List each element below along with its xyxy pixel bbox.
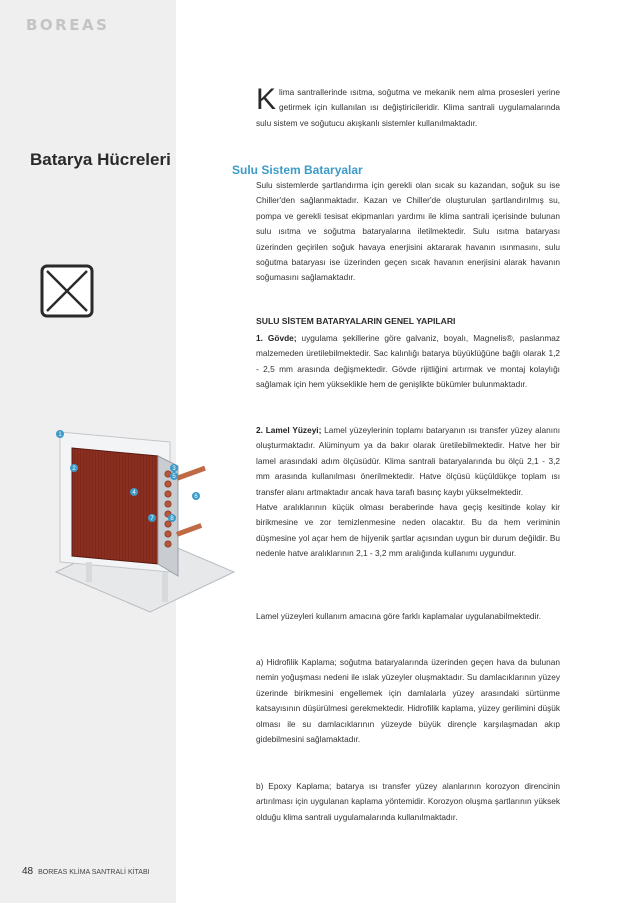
intro-paragraph (256, 85, 560, 131)
figure-label-4: 4 (132, 490, 136, 496)
coil-illustration (50, 422, 250, 622)
item-2-label: 2. Lamel Yüzeyi; (256, 425, 322, 435)
figure-label-2: 2 (72, 466, 76, 472)
figure-marker-7 (148, 514, 156, 522)
coating-a: a) Hidrofilik Kaplama; soğutma bataryalarında üzerinden geçen hava da bulunan nemin yoğuşması nedeni ile ıslak yüzeyler oluşmaktadır. Su damlacıklarının yüzey üzerinde birikmesini engellemek için damlalarla yüzey arasındaki sürtünme katsayısının düşürülmesi gerekmektedir. Hidrofilik kaplama, yüzey gerilimini düşük olması ile su damlacıklarının yüzeyde büyük dirençle karşılaşmadan akıp gidebilmesini sağlamaktadır. (256, 657, 560, 745)
figure-marker-6 (192, 492, 200, 500)
figure-marker-3 (170, 464, 178, 472)
page-number: 48 (22, 866, 34, 877)
figure-label-1: 1 (58, 432, 62, 438)
side-title: Batarya Hücreleri (30, 150, 171, 169)
item-2-paragraph (256, 423, 560, 562)
lamel-intro: Lamel yüzeyleri kullanım amacına göre farklı kaplamalar uygulanabilmektedir. (256, 611, 541, 621)
figure-label-6: 6 (194, 494, 198, 500)
footer-text: BOREAS KLİMA SANTRALİ KİTABI (38, 869, 150, 876)
item-2-text: Lamel yüzeylerinin toplamı bataryanın ısı transfer yüzey alanını oluşturmaktadır. Alüminyum ya da bakır olarak üretilebilmektedir. Hatve her bir lamel arasındaki adım ölçüsüdür. Klima santrali bataryalarında bu ölçü 2,1 - 3,2 mm arasında kullanılması önerilmektedir. Hatve ölçüsü küçüldükçe toplam ısı transfer alanı artmaktadır ancak hava tarafı basınç kaybı yükselmektedir. (256, 425, 560, 497)
figure-marker-4 (130, 488, 138, 496)
coating-b: b) Epoxy Kaplama; batarya ısı transfer yüzey alanlarının korozyon direncinin artırılması için uygulanan kaplama yöntemidir. Korozyon oluşma şartlarının yüksek olduğu klima santrali uygulamalarında kullanılmaktadır. (256, 781, 560, 822)
subheading: SULU SİSTEM BATARYALARIN GENEL YAPILARI (256, 316, 456, 326)
footer (22, 866, 150, 877)
figure-marker-2 (70, 464, 78, 472)
coil-symbol-icon (40, 264, 94, 318)
section-heading: Sulu Sistem Bataryalar (232, 163, 363, 177)
item-2-text-continued: Hatve aralıklarının küçük olması beraberinde hava geçiş kesitinde kolay kir birikmesine ve zor temizlenmesine neden olacaktır. Bu da hem veriminin düşmesine yol açar hem de hijyenik şartlar açısından uygun bir durum değildir. Bu nedenle hatve aralıklarının 2,1 - 3,2 mm aralığında kullanımı uygundur. (256, 502, 560, 559)
figure-label-7: 7 (150, 516, 154, 522)
item-1-label: 1. Gövde; (256, 333, 297, 343)
intro-text: lima santrallerinde ısıtma, soğutma ve mekanik nem alma prosesleri yerine getirmek için kullanılan ısı değiştiricileridir. Klima santrali uygulamalarında sulu sistem ve soğutucu akışkanlı sistemler kullanılmaktadır. (256, 87, 560, 128)
brand-logo: BOREAS (26, 16, 110, 34)
figure-label-5: 5 (172, 474, 176, 480)
figure-marker-8 (168, 514, 176, 522)
figure-label-3: 3 (172, 466, 176, 472)
figure-marker-5 (170, 472, 178, 480)
figure-label-8: 8 (170, 516, 174, 522)
item-1-paragraph (256, 331, 560, 393)
dropcap: K (256, 83, 277, 116)
item-1-text: uygulama şekillerine göre galvaniz, boyalı, Magnelis®, paslanmaz malzemeden üretilebilmektedir. Sac kalınlığı batarya büyüklüğüne bağlı olarak 1,2 - 2,5 mm arasında değişmektedir. Gövde rijitliğini artırmak ve montaj kolaylığı sağlamak için hem yükseklikle hem de genişlikte bükümler bulunmaktadır. (256, 333, 560, 390)
section-text: Sulu sistemlerde şartlandırma için gerekli olan sıcak su kazandan, soğuk su ise Chiller'den sağlanmaktadır. Kazan ve Chiller'de oluşturulan şartlandırılmış su, pompa ve gerekli tesisat ekipmanları yardımı ile klima santrali içerisinde bulunan sulu ısıtma ve soğutma bataryalarına iletilmektedir. Sulu ısıtma bataryası üzerinden geçirilen soğuk havaya enerjisini aktararak havanın ısınmasını, sulu soğutma bataryası ise üzerinden geçen sıcak havanın enerjisini alarak havanın soğumasını sağlamaktadır. (256, 180, 560, 283)
figure-marker-1 (56, 430, 64, 438)
